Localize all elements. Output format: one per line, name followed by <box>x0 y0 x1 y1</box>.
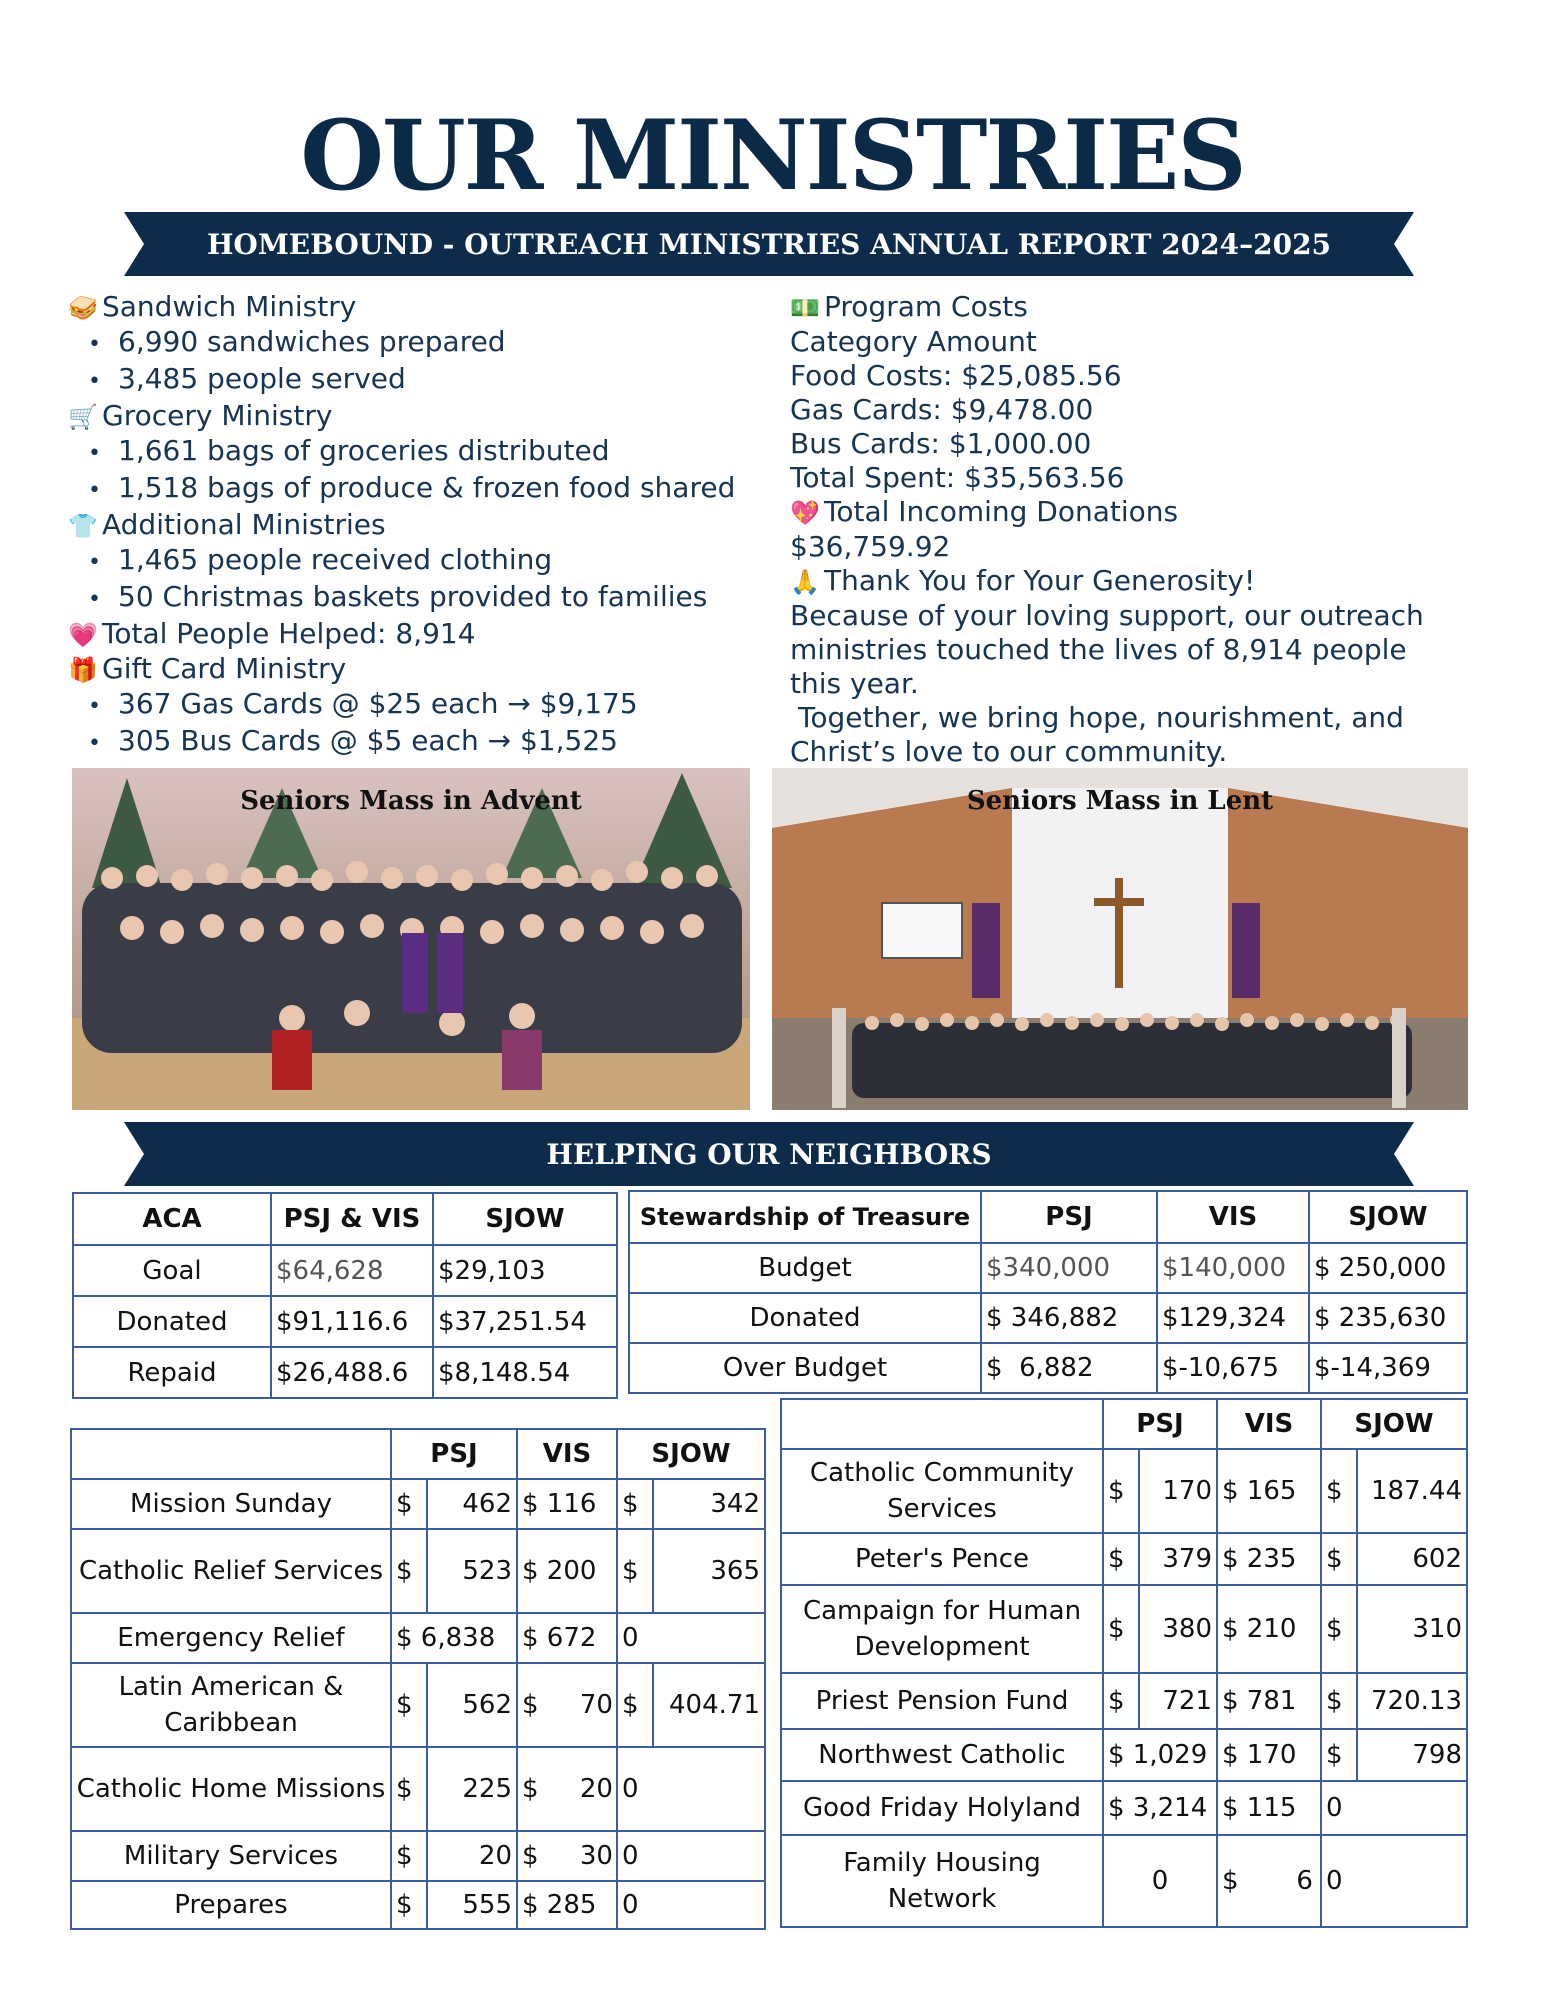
aca-table <box>72 1192 618 1399</box>
table-cell: $ <box>1321 1585 1357 1673</box>
praying-hands-icon: 🙏 <box>790 568 820 596</box>
table-header-cell: PSJ <box>981 1191 1157 1243</box>
table-cell: 555 <box>427 1881 517 1929</box>
table-cell: 380 <box>1139 1585 1217 1673</box>
table-cell: $ 6,882 <box>981 1343 1157 1393</box>
table-cell: 187.44 <box>1357 1449 1467 1533</box>
lent-mass-photo <box>772 768 1468 1110</box>
table-header-cell: PSJ <box>391 1429 517 1479</box>
table-cell: $ 170 <box>1217 1729 1321 1781</box>
table-row <box>71 1479 765 1529</box>
table-header-cell <box>781 1399 1103 1449</box>
thanks-paragraph-line: ministries touched the lives of 8,914 people <box>790 633 1407 666</box>
table-cell: $ 1,029 <box>1103 1729 1217 1781</box>
table-cell: Over Budget <box>629 1343 981 1393</box>
table-header-row <box>629 1191 1467 1243</box>
table-cell: $ 70 <box>517 1663 617 1747</box>
table-row <box>781 1533 1467 1585</box>
table-cell: 0 <box>617 1881 765 1929</box>
donations-amount: $36,759.92 <box>790 530 951 563</box>
table-row <box>781 1585 1467 1673</box>
heart-icon: 💗 <box>68 621 98 649</box>
table-row <box>629 1293 1467 1343</box>
table-row <box>781 1729 1467 1781</box>
table-cell: 0 <box>617 1613 765 1663</box>
table-cell: Emergency Relief <box>71 1613 391 1663</box>
thanks-paragraph-line: Together, we bring hope, nourishment, and <box>798 701 1404 734</box>
table-cell: $ 165 <box>1217 1449 1321 1533</box>
table-cell: $ 781 <box>1217 1673 1321 1729</box>
table-cell: 0 <box>1321 1781 1467 1835</box>
table-row <box>781 1673 1467 1729</box>
table-cell: 20 <box>427 1831 517 1881</box>
table-cell: Budget <box>629 1243 981 1293</box>
cost-line: Category Amount <box>790 325 1037 358</box>
table-header-cell <box>71 1429 391 1479</box>
list-item: • 6,990 sandwiches prepared <box>68 325 788 362</box>
table-row <box>71 1529 765 1613</box>
table-cell: $ 6 <box>1217 1835 1321 1927</box>
table-cell: Donated <box>73 1296 271 1347</box>
table-header-cell: SJOW <box>1309 1191 1467 1243</box>
table-header-cell: VIS <box>1157 1191 1309 1243</box>
table-cell: 379 <box>1139 1533 1217 1585</box>
table-cell: $ <box>617 1663 653 1747</box>
report-banner-text: HOMEBOUND - OUTREACH MINISTRIES ANNUAL REPORT 2024–2025 <box>206 227 1332 261</box>
table-cell: 342 <box>653 1479 765 1529</box>
cart-icon: 🛒 <box>68 403 98 431</box>
table-row <box>629 1343 1467 1393</box>
table-row <box>71 1663 765 1747</box>
table-cell: 720.13 <box>1357 1673 1467 1729</box>
donations-heading: 💖 Total Incoming Donations <box>790 495 1179 528</box>
table-cell: $ <box>391 1479 427 1529</box>
table-cell: Peter's Pence <box>781 1533 1103 1585</box>
report-banner <box>124 212 1414 276</box>
total-helped: 💗 Total People Helped: 8,914 <box>68 617 476 650</box>
table-cell: $ 20 <box>517 1747 617 1831</box>
table-cell: $ <box>391 1881 427 1929</box>
gift-icon: 🎁 <box>68 656 98 684</box>
table-cell: $ <box>391 1747 427 1831</box>
table-cell: 462 <box>427 1479 517 1529</box>
money-icon: 💵 <box>790 294 820 322</box>
neighbors-banner <box>124 1122 1414 1186</box>
table-cell: $ 6,838 <box>391 1613 517 1663</box>
table-row <box>629 1243 1467 1293</box>
table-header-row <box>71 1429 765 1479</box>
table-header-cell: VIS <box>1217 1399 1321 1449</box>
table-cell: $ 200 <box>517 1529 617 1613</box>
table-cell: Catholic Relief Services <box>71 1529 391 1613</box>
lent-photo-illustration <box>772 768 1468 1110</box>
cost-line: Gas Cards: $9,478.00 <box>790 393 1094 426</box>
table-row <box>71 1881 765 1929</box>
table-row <box>73 1245 617 1296</box>
table-cell: $ 346,882 <box>981 1293 1157 1343</box>
table-row <box>781 1781 1467 1835</box>
table-row <box>71 1613 765 1663</box>
table-cell: $340,000 <box>981 1243 1157 1293</box>
table-cell: Mission Sunday <box>71 1479 391 1529</box>
table-cell: 523 <box>427 1529 517 1613</box>
table-row <box>71 1831 765 1881</box>
table-cell: $ <box>1321 1673 1357 1729</box>
table-cell: Prepares <box>71 1881 391 1929</box>
shirt-icon: 👕 <box>68 512 98 540</box>
left-column <box>68 290 788 761</box>
table-cell: $-10,675 <box>1157 1343 1309 1393</box>
table-cell: Goal <box>73 1245 271 1296</box>
thanks-heading: 🙏 Thank You for Your Generosity! <box>790 564 1256 597</box>
table-cell: 404.71 <box>653 1663 765 1747</box>
table-cell: $ 285 <box>517 1881 617 1929</box>
collections-left-table <box>70 1428 766 1930</box>
neighbors-banner-text: HELPING OUR NEIGHBORS <box>546 1137 992 1171</box>
right-column <box>790 290 1510 769</box>
photo-caption: Seniors Mass in Lent <box>966 786 1274 816</box>
table-cell: $129,324 <box>1157 1293 1309 1343</box>
table-cell: 721 <box>1139 1673 1217 1729</box>
table-cell: 0 <box>617 1747 765 1831</box>
table-header-row <box>781 1399 1467 1449</box>
table-header-cell: VIS <box>517 1429 617 1479</box>
table-cell: $ <box>391 1663 427 1747</box>
additional-heading: 👕 Additional Ministries <box>68 508 386 541</box>
table-cell: $91,116.6 <box>271 1296 433 1347</box>
sparkling-heart-icon: 💖 <box>790 499 820 527</box>
table-cell: Priest Pension Fund <box>781 1673 1103 1729</box>
cost-line: Total Spent: $35,563.56 <box>790 461 1125 494</box>
table-cell: $ <box>1103 1533 1139 1585</box>
page-title: OUR MINISTRIES <box>300 99 1245 212</box>
program-costs-heading: 💵 Program Costs <box>790 290 1028 323</box>
table-cell: $ <box>391 1831 427 1881</box>
table-cell: 0 <box>617 1831 765 1881</box>
table-cell: 0 <box>1103 1835 1217 1927</box>
table-cell: $ 116 <box>517 1479 617 1529</box>
table-cell: $ <box>1321 1533 1357 1585</box>
table-cell: $ 235,630 <box>1309 1293 1467 1343</box>
table-cell: 170 <box>1139 1449 1217 1533</box>
cost-line: Food Costs: $25,085.56 <box>790 359 1122 392</box>
table-cell: $140,000 <box>1157 1243 1309 1293</box>
table-cell: Northwest Catholic <box>781 1729 1103 1781</box>
sandwich-icon: 🥪 <box>68 294 98 322</box>
list-item: • 367 Gas Cards @ $25 each → $9,175 <box>68 687 788 724</box>
list-item: • 1,661 bags of groceries distributed <box>68 434 788 471</box>
table-cell: $ 115 <box>1217 1781 1321 1835</box>
table-row <box>73 1296 617 1347</box>
table-cell: Military Services <box>71 1831 391 1881</box>
table-cell: $26,488.6 <box>271 1347 433 1398</box>
table-cell: $ <box>617 1479 653 1529</box>
photo-caption: Seniors Mass in Advent <box>240 786 582 816</box>
table-cell: $ <box>1103 1585 1139 1673</box>
sandwich-heading: 🥪 Sandwich Ministry <box>68 290 357 323</box>
table-header-row <box>73 1193 617 1245</box>
grocery-heading: 🛒 Grocery Ministry <box>68 399 333 432</box>
table-header-cell: SJOW <box>617 1429 765 1479</box>
table-cell: Good Friday Holyland <box>781 1781 1103 1835</box>
table-cell: $ 3,214 <box>1103 1781 1217 1835</box>
table-cell: Campaign for Human Development <box>781 1585 1103 1673</box>
table-cell: 798 <box>1357 1729 1467 1781</box>
table-header-cell: SJOW <box>433 1193 617 1245</box>
table-cell: $ <box>1103 1673 1139 1729</box>
table-cell: $ <box>1103 1449 1139 1533</box>
advent-mass-photo <box>72 768 750 1110</box>
table-cell: Family Housing Network <box>781 1835 1103 1927</box>
table-cell: Catholic Community Services <box>781 1449 1103 1533</box>
thanks-paragraph-line: Because of your loving support, our outreach <box>790 599 1424 632</box>
thanks-paragraph-line: this year. <box>790 667 919 700</box>
table-cell: $29,103 <box>433 1245 617 1296</box>
list-item: • 1,518 bags of produce & frozen food shared <box>68 471 788 508</box>
table-cell: $64,628 <box>271 1245 433 1296</box>
table-cell: $8,148.54 <box>433 1347 617 1398</box>
table-cell: $ <box>1321 1729 1357 1781</box>
giftcard-heading: 🎁 Gift Card Ministry <box>68 652 347 685</box>
stewardship-table <box>628 1190 1468 1394</box>
table-cell: $ <box>391 1529 427 1613</box>
list-item: • 305 Bus Cards @ $5 each → $1,525 <box>68 724 788 761</box>
table-cell: 365 <box>653 1529 765 1613</box>
table-cell: $ 672 <box>517 1613 617 1663</box>
table-header-cell: PSJ <box>1103 1399 1217 1449</box>
thanks-paragraph-line: Christ’s love to our community. <box>790 735 1228 768</box>
table-cell: Latin American & Caribbean <box>71 1663 391 1747</box>
table-header-cell: Stewardship of Treasure <box>629 1191 981 1243</box>
table-header-cell: PSJ & VIS <box>271 1193 433 1245</box>
table-cell: Donated <box>629 1293 981 1343</box>
table-cell: $ 250,000 <box>1309 1243 1467 1293</box>
table-cell: Catholic Home Missions <box>71 1747 391 1831</box>
table-header-cell: SJOW <box>1321 1399 1467 1449</box>
table-header-cell: ACA <box>73 1193 271 1245</box>
table-cell: Repaid <box>73 1347 271 1398</box>
list-item: • 3,485 people served <box>68 362 788 399</box>
table-cell: $37,251.54 <box>433 1296 617 1347</box>
table-cell: $ 235 <box>1217 1533 1321 1585</box>
table-cell: 562 <box>427 1663 517 1747</box>
advent-photo-illustration <box>72 768 750 1110</box>
table-cell: 0 <box>1321 1835 1467 1927</box>
table-cell: $ 210 <box>1217 1585 1321 1673</box>
table-cell: 225 <box>427 1747 517 1831</box>
collections-right-table <box>780 1398 1468 1928</box>
cost-line: Bus Cards: $1,000.00 <box>790 427 1092 460</box>
table-cell: $ 30 <box>517 1831 617 1881</box>
table-cell: $ <box>617 1529 653 1613</box>
list-item: • 1,465 people received clothing <box>68 543 788 580</box>
list-item: • 50 Christmas baskets provided to families <box>68 580 788 617</box>
table-row <box>71 1747 765 1831</box>
table-cell: 310 <box>1357 1585 1467 1673</box>
table-cell: 602 <box>1357 1533 1467 1585</box>
table-row <box>781 1449 1467 1533</box>
table-row <box>781 1835 1467 1927</box>
table-row <box>73 1347 617 1398</box>
table-cell: $-14,369 <box>1309 1343 1467 1393</box>
table-cell: $ <box>1321 1449 1357 1533</box>
